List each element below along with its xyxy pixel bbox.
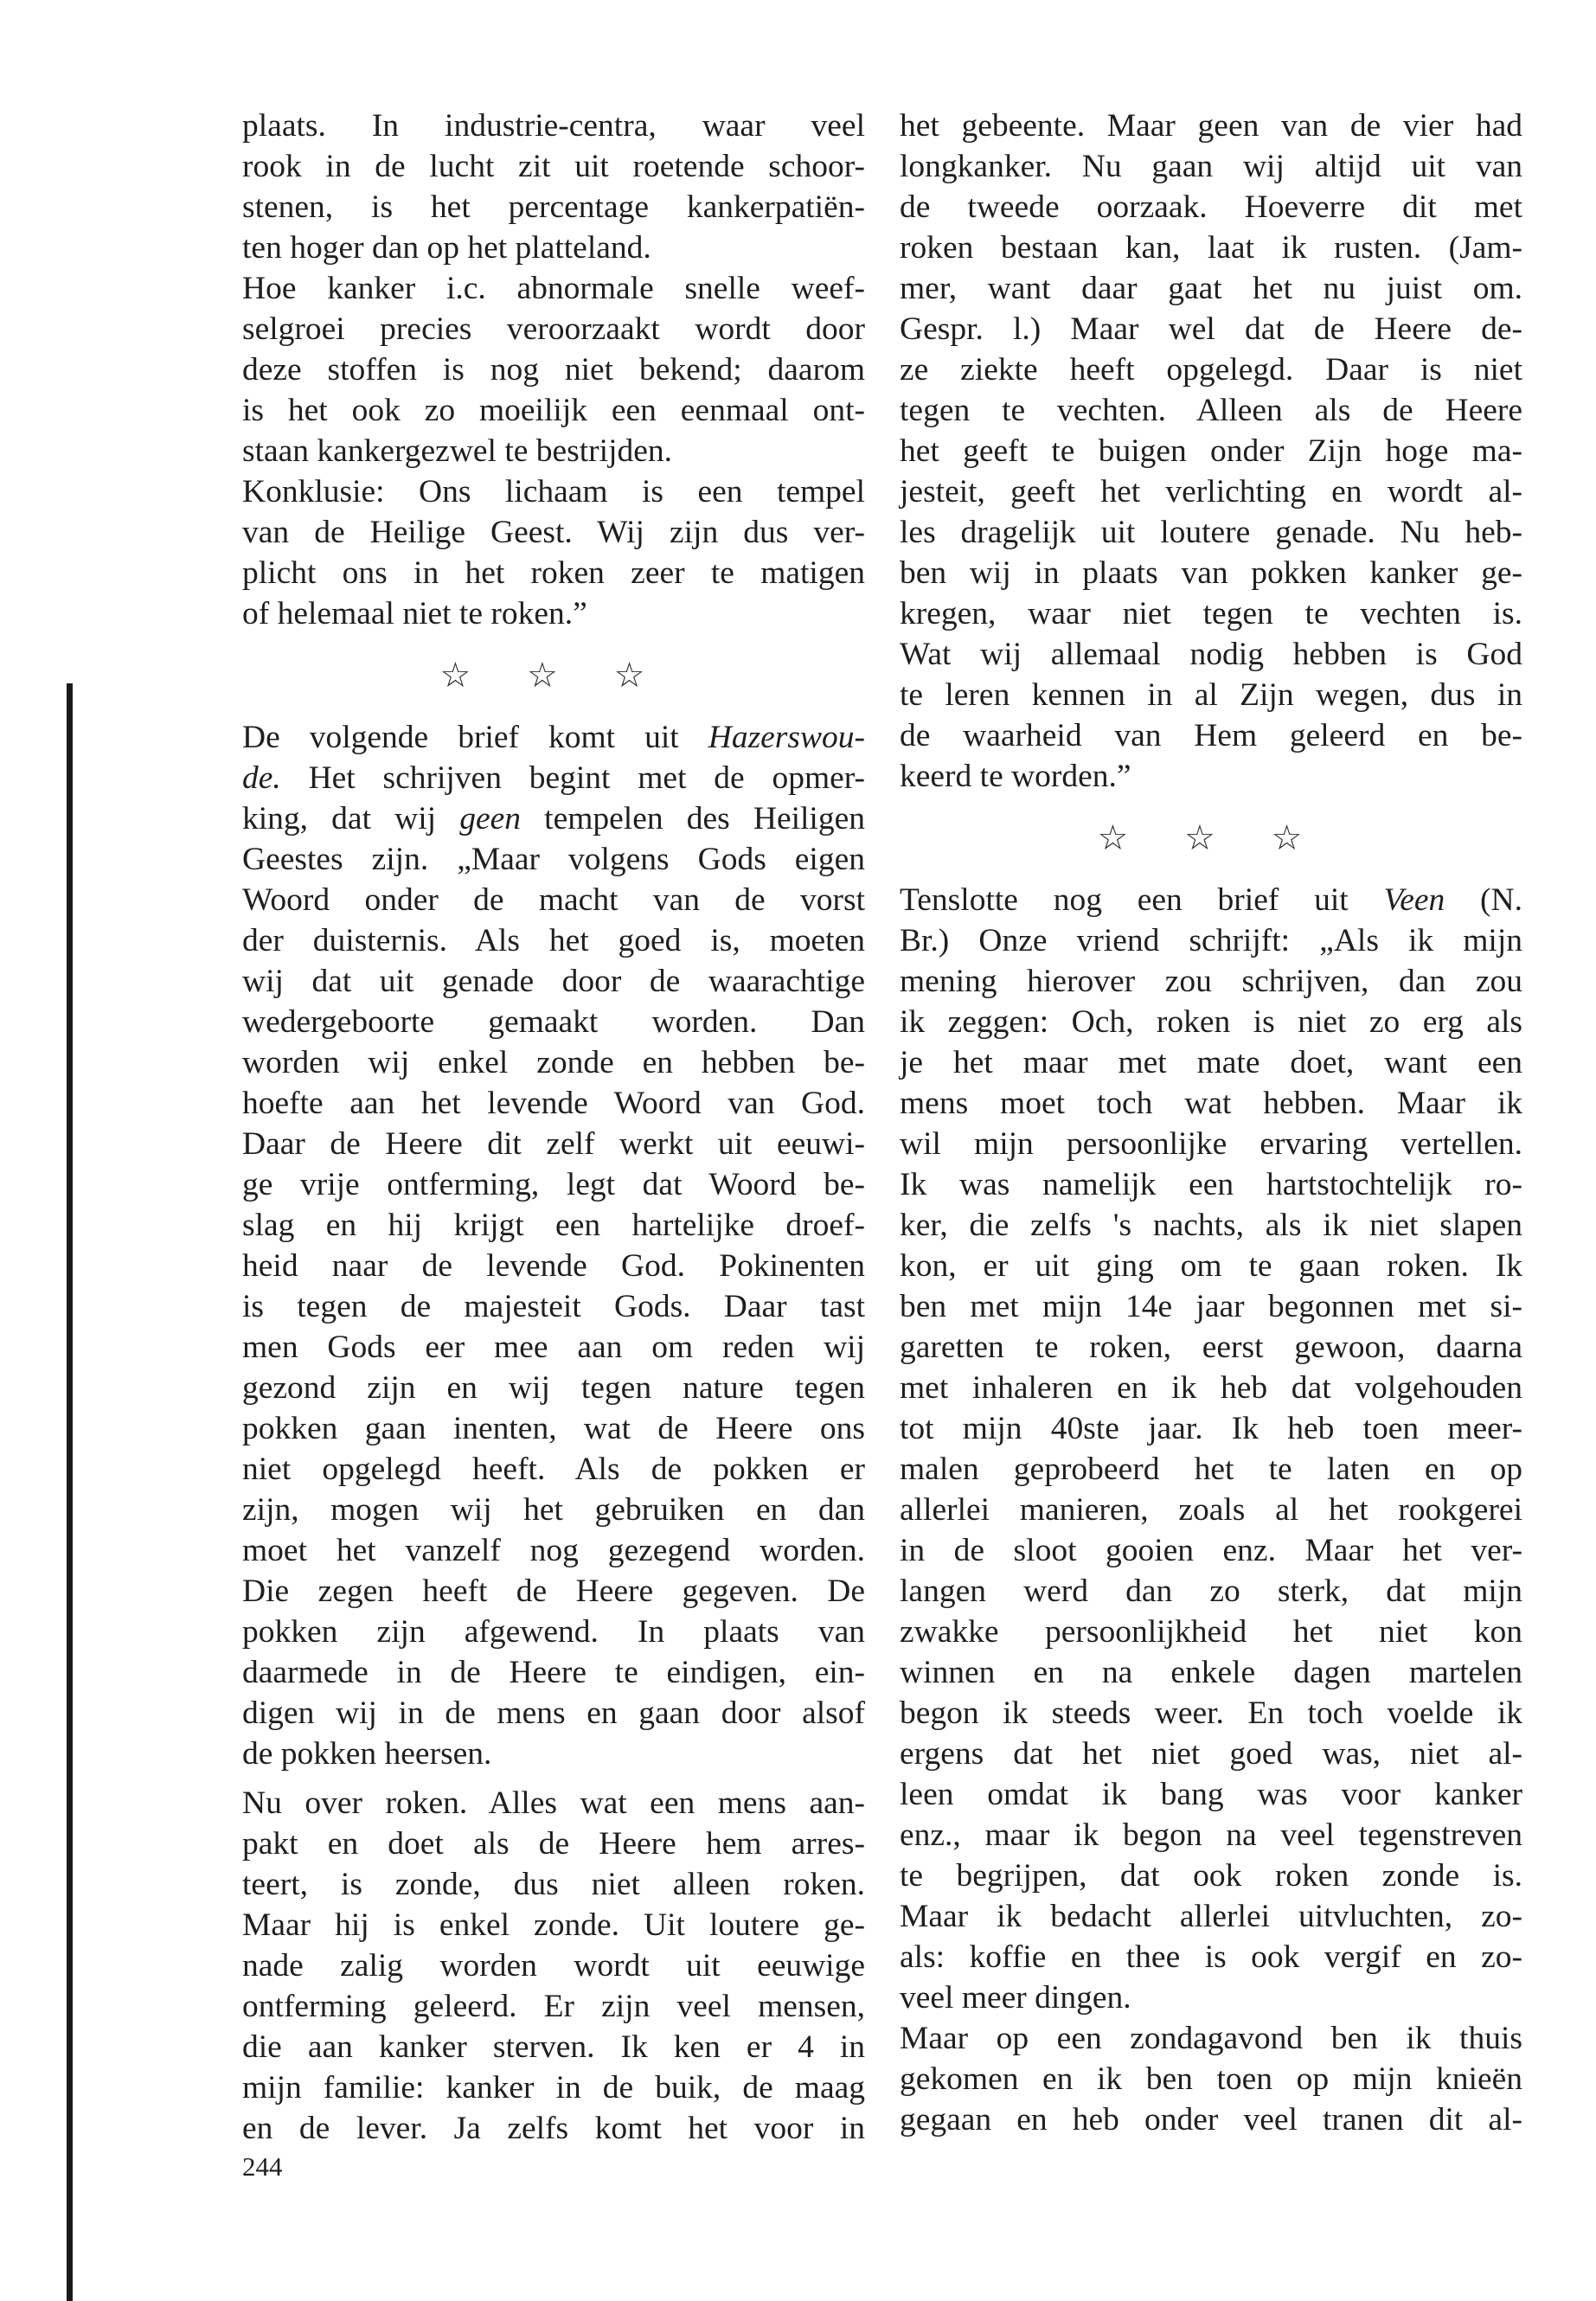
section-divider-stars-icon: ☆ ☆ ☆ [1097,818,1325,858]
text-line: men Gods eer mee aan om reden wij [242,1330,865,1365]
text-line: mijn familie: kanker in de buik, de maag [242,2070,865,2106]
text-line: Ik was namelijk een hartstochtelijk ro- [900,1167,1522,1202]
text-line: wil mijn persoonlijke ervaring vertellen. [900,1126,1522,1162]
text-line: ergens dat het niet goed was, niet al- [900,1736,1522,1772]
text-line: Die zegen heeft de Heere gegeven. De [242,1574,865,1609]
text-line: in de sloot gooien enz. Maar het ver- [900,1533,1522,1568]
paragraph-gap [242,1774,865,1783]
left-text-column [242,106,865,2149]
text-line: van de Heilige Geest. Wij zijn dus ver- [242,515,865,550]
text-line: de tweede oorzaak. Hoeverre dit met [900,189,1522,225]
text-line: moet het vanzelf nog gezegend worden. [242,1533,865,1568]
text-line: Maar op een zondagavond ben ik thuis [900,2021,1522,2056]
text-line: Woord onder de macht van de vorst [242,882,865,918]
text-line: Daar de Heere dit zelf werkt uit eeuwi- [242,1126,865,1162]
place-name-italic: de. [242,760,281,796]
text-line: tot mijn 40ste jaar. Ik heb toen meer- [900,1411,1522,1446]
text-line: die aan kanker sterven. Ik ken er 4 in [242,2029,865,2065]
text-run: De volgende brief komt uit [242,720,708,755]
text-line: gegaan en heb onder veel tranen dit al- [900,2102,1522,2138]
text-line: plaats. In industrie-centra, waar veel [242,108,865,144]
text-line: ontferming geleerd. Er zijn veel mensen, [242,1989,865,2024]
text-line: langen werd dan zo sterk, dat mijn [900,1574,1522,1609]
text-line: wij dat uit genade door de waarachtige [242,964,865,999]
text-line: garetten te roken, eerst gewoon, daarna [900,1330,1522,1365]
text-line: daarmede in de Heere te eindigen, ein- [242,1655,865,1690]
text-line: ben wij in plaats van pokken kanker ge- [900,555,1522,591]
text-line: allerlei manieren, zoals al het rookgerei [900,1492,1522,1528]
text-line: Maar hij is enkel zonde. Uit loutere ge- [242,1907,865,1943]
text-line: het geeft te buigen onder Zijn hoge ma- [900,433,1522,469]
text-line: plicht ons in het roken zeer te matigen [242,555,865,591]
text-line: Wat wij allemaal nodig hebben is God [900,637,1522,672]
text-line: leen omdat ik bang was voor kanker [900,1777,1522,1812]
text-line: winnen en na enkele dagen martelen [900,1655,1522,1690]
text-line: jesteit, geeft het verlichting en wordt al- [900,474,1522,510]
text-line: heid naar de levende God. Pokinenten [242,1248,865,1284]
text-line: Geestes zijn. „Maar volgens Gods eigen [242,842,865,877]
text-line: Br.) Onze vriend schrijft: „Als ik mijn [900,923,1522,958]
text-line: digen wij in de mens en gaan door alsof [242,1695,865,1731]
text-line: niet opgelegd heeft. Als de pokken er [242,1452,865,1487]
text-line: Konklusie: Ons lichaam is een tempel [242,474,865,510]
text-line: te begrijpen, dat ook roken zonde is. [900,1858,1522,1894]
text-line: gekomen en ik ben toen op mijn knieën [900,2061,1522,2097]
text-line: met inhaleren en ik heb dat volgehouden [900,1370,1522,1406]
text-line: worden wij enkel zonde en hebben be- [242,1045,865,1080]
text-line: stenen, is het percentage kankerpatiën- [242,189,865,225]
text-line: selgroei precies veroorzaakt wordt door [242,311,865,347]
text-line: pokken gaan inenten, wat de Heere ons [242,1411,865,1446]
text-line: of helemaal niet te roken.” [242,596,587,631]
text-run: king, dat wij [242,801,460,836]
text-line: tegen te vechten. Alleen als de Heere [900,393,1522,428]
text-line: de waarheid van Hem geleerd en be- [900,718,1522,753]
text-line: pakt en doet als de Heere hem arres- [242,1826,865,1862]
text-line: het gebeente. Maar geen van de vier had [900,108,1522,144]
text-line: staan kankergezwel te bestrijden. [242,433,673,469]
text-line: Nu over roken. Alles wat een mens aan- [242,1785,865,1821]
text-line [900,880,1522,920]
text-line: enz., maar ik begon na veel tegenstreven [900,1817,1522,1853]
text-line: Gespr. l.) Maar wel dat de Heere de- [900,311,1522,347]
text-line: is tegen de majesteit Gods. Daar tast [242,1289,865,1324]
text-line: ze ziekte heeft opgelegd. Daar is niet [900,352,1522,388]
text-line: zwakke persoonlijkheid het niet kon [900,1614,1522,1650]
section-divider-stars-icon: ☆ ☆ ☆ [439,656,668,695]
text-line: der duisternis. Als het goed is, moeten [242,923,865,958]
text-line: malen geprobeerd het te laten en op [900,1452,1522,1487]
text-line: te leren kennen in al Zijn wegen, dus in [900,677,1522,713]
text-line: nade zalig worden wordt uit eeuwige [242,1948,865,1984]
text-line [242,717,865,758]
place-name-italic: Hazerswou- [708,720,865,755]
binding-edge-line [67,683,73,2301]
text-line: wedergeboorte gemaakt worden. Dan [242,1004,865,1040]
text-line: kon, er uit ging om te gaan roken. Ik [900,1248,1522,1284]
text-line: de pokken heersen. [242,1736,492,1772]
text-line [242,798,865,839]
text-line: veel meer dingen. [900,1980,1131,2016]
page-number: 244 [242,2151,283,2182]
text-line: begon ik steeds weer. En toch voelde ik [900,1695,1522,1731]
text-run: Tenslotte nog een brief uit [900,882,1384,918]
text-line: teert, is zonde, dus niet alleen roken. [242,1867,865,1902]
text-line: roken bestaan kan, laat ik rusten. (Jam- [900,230,1522,266]
text-line: en de lever. Ja zelfs komt het voor in [242,2111,865,2146]
text-line: ik zeggen: Och, roken is niet zo erg als [900,1004,1522,1040]
text-line: slag en hij krijgt een hartelijke droef- [242,1208,865,1243]
text-line: rook in de lucht zit uit roetende schoor- [242,149,865,184]
text-line: keerd te worden.” [900,759,1131,794]
text-line: ge vrije ontferming, legt dat Woord be- [242,1167,865,1202]
text-line: ben met mijn 14e jaar begonnen met si- [900,1289,1522,1324]
text-line [242,758,865,798]
text-line: Hoe kanker i.c. abnormale snelle weef- [242,271,865,306]
text-line: ten hoger dan op het platteland. [242,230,651,266]
right-text-column [900,106,1522,2140]
text-line: Maar ik bedacht allerlei uitvluchten, zo- [900,1899,1522,1934]
text-line: als: koffie en thee is ook vergif en zo- [900,1939,1522,1975]
text-line: ker, die zelfs 's nachts, als ik niet slapen [900,1208,1522,1243]
text-run: (N. [1445,882,1523,918]
text-line: gezond zijn en wij tegen nature tegen [242,1370,865,1406]
text-line: mening hierover zou schrijven, dan zou [900,964,1522,999]
text-line: je het maar met mate doet, want een [900,1045,1522,1080]
text-line: pokken zijn afgewend. In plaats van [242,1614,865,1650]
text-run: Het schrijven begint met de opmer- [280,760,865,796]
text-line: deze stoffen is nog niet bekend; daarom [242,352,865,388]
text-line: les dragelijk uit loutere genade. Nu heb- [900,515,1522,550]
text-line: mens moet toch wat hebben. Maar ik [900,1086,1522,1121]
text-line: zijn, mogen wij het gebruiken en dan [242,1492,865,1528]
emphasis-italic: geen [459,801,522,836]
text-run: tempelen des Heiligen [521,801,865,836]
text-line: is het ook zo moeilijk een eenmaal ont- [242,393,865,428]
text-line: kregen, waar niet tegen te vechten is. [900,596,1522,631]
place-name-italic: Veen [1383,882,1445,918]
text-line: hoefte aan het levende Woord van God. [242,1086,865,1121]
text-line: longkanker. Nu gaan wij altijd uit van [900,149,1522,184]
text-line: mer, want daar gaat het nu juist om. [900,271,1522,306]
